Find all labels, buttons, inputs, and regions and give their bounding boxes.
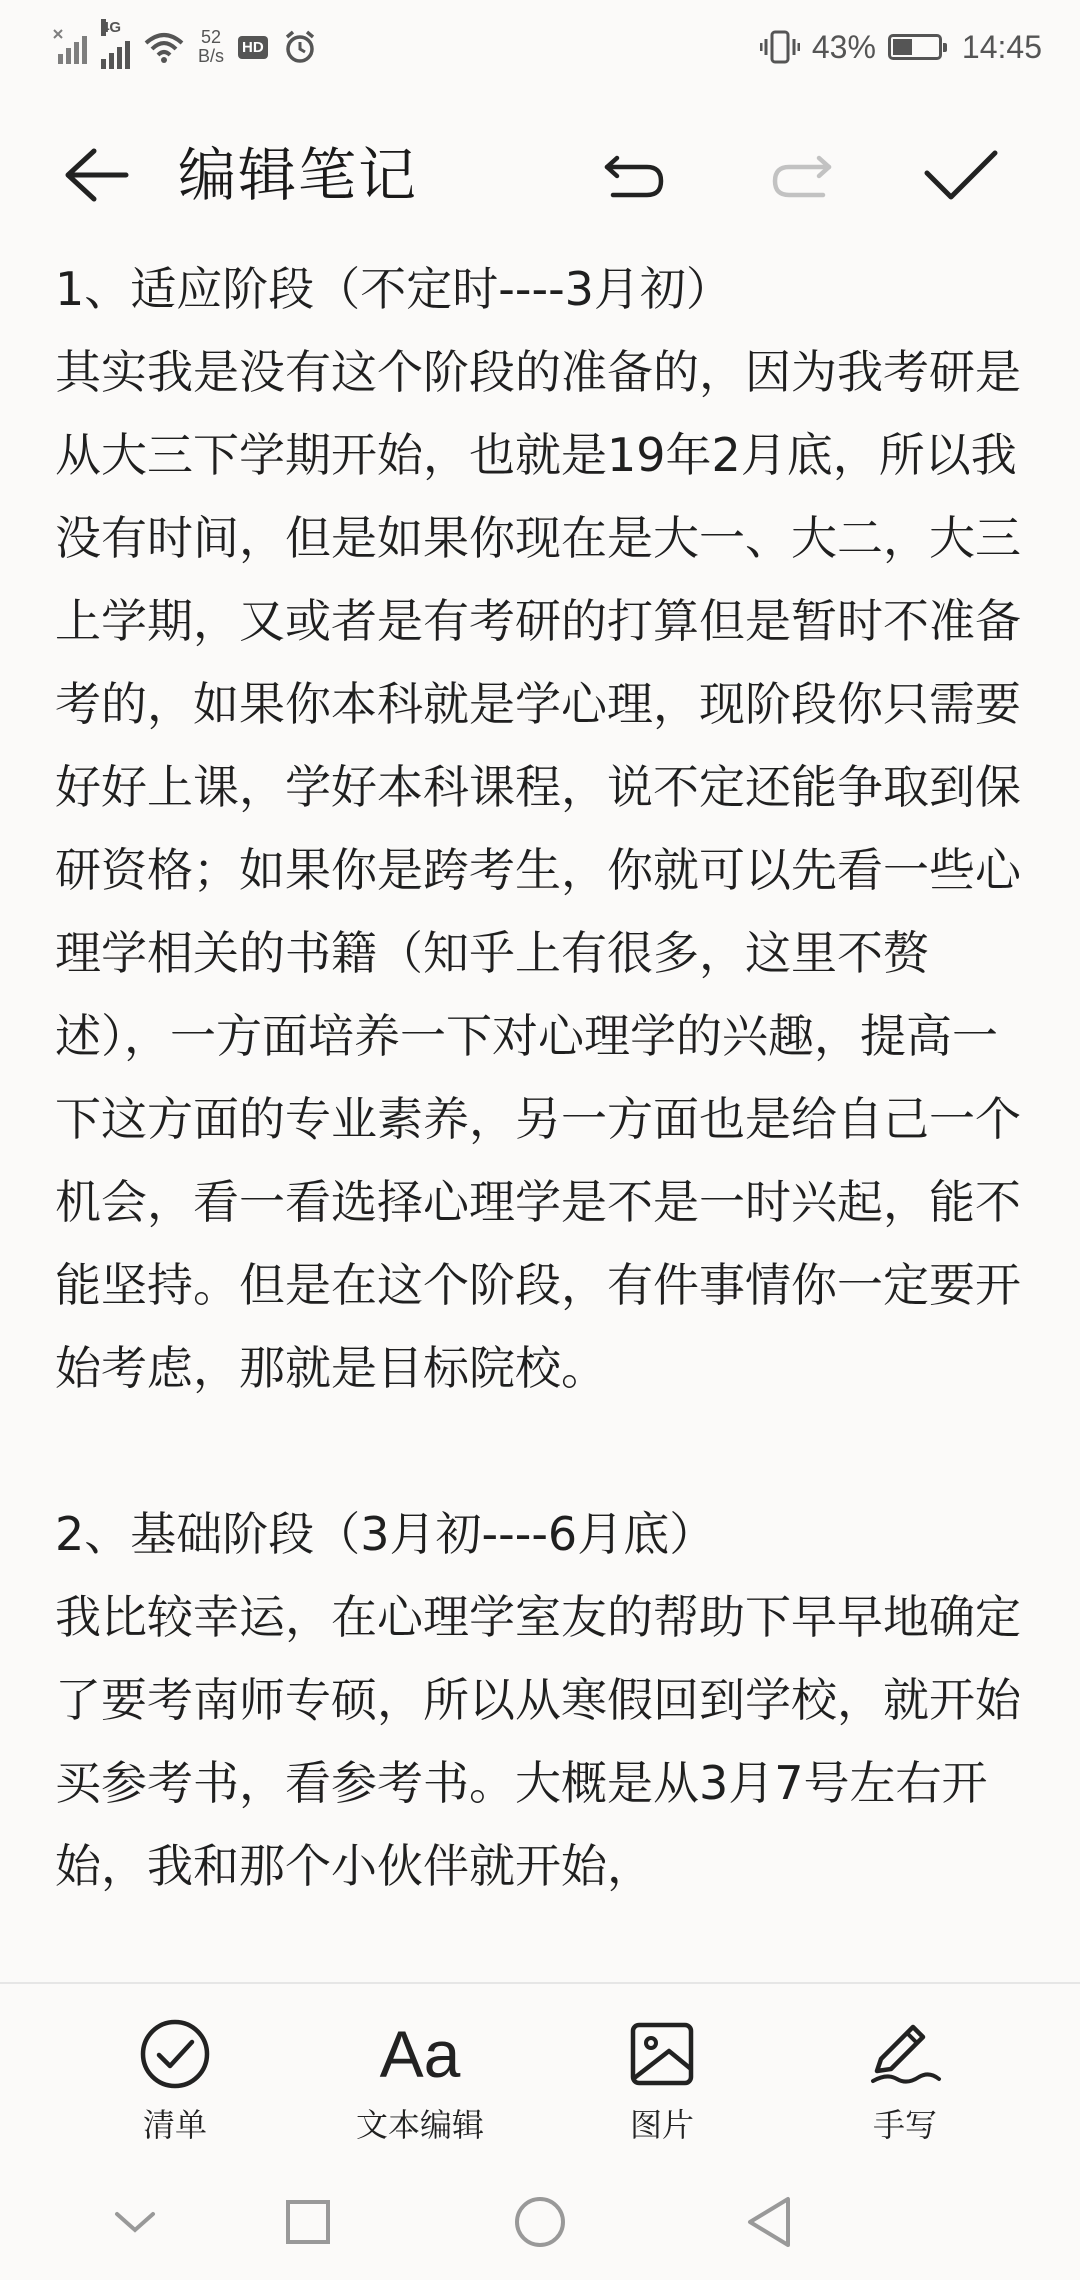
status-bar	[0, 0, 1080, 90]
back-nav-button[interactable]	[718, 2182, 818, 2262]
undo-icon	[603, 150, 667, 200]
redo-button[interactable]	[746, 120, 856, 230]
system-nav-bar	[0, 2162, 1080, 2280]
battery-fill	[893, 39, 912, 55]
checklist-label: 清单	[142, 2106, 207, 2144]
home-button[interactable]	[490, 2182, 590, 2262]
note-paragraph: 2、基础阶段（3月初----6月底）	[55, 1507, 716, 1561]
circle-icon	[513, 2195, 567, 2249]
note-paragraph: 1、适应阶段（不定时----3月初）	[55, 262, 732, 316]
vibrate-icon	[760, 29, 800, 65]
speed-value: 52	[200, 27, 222, 47]
note-paragraph: 我比较幸运，在心理学室友的帮助下早早地确定了要考南师专硕，所以从寒假回到学校，就开始买参考书，看参考书。大概是从3月7号左右开始，我和那个小伙伴就开始，	[55, 1590, 1021, 1893]
battery-percent: 43%	[811, 28, 876, 65]
chevron-down-icon	[113, 2208, 157, 2236]
back-button[interactable]	[40, 120, 150, 230]
pen-icon	[867, 2019, 943, 2089]
checklist-icon	[139, 2018, 211, 2090]
back-arrow-icon	[60, 145, 130, 205]
checklist-button[interactable]	[75, 2014, 275, 2146]
image-label: 图片	[629, 2106, 694, 2144]
note-editor[interactable]	[55, 248, 1035, 1908]
hd-badge: HD	[238, 36, 268, 59]
battery-icon	[888, 34, 942, 60]
text-format-icon-glyph: Aa	[379, 2017, 461, 2091]
wifi-icon	[144, 31, 184, 63]
text-edit-label: 文本编辑	[355, 2106, 484, 2144]
checkmark-icon	[923, 147, 999, 203]
hide-keyboard-button[interactable]	[85, 2182, 185, 2262]
alarm-icon	[282, 29, 318, 65]
note-blank-line	[55, 1410, 1035, 1493]
speed-unit: B/s	[198, 46, 225, 66]
text-edit-button[interactable]	[320, 2014, 520, 2146]
redo-icon	[769, 150, 833, 200]
clock: 14:45	[961, 28, 1042, 65]
network-type: 4G	[101, 19, 122, 36]
sim1-signal-icon	[58, 30, 87, 64]
save-button[interactable]	[906, 120, 1016, 230]
page-title: 编辑笔记	[178, 141, 419, 209]
image-icon	[629, 2021, 695, 2087]
text-format-icon	[320, 2014, 520, 2094]
handwrite-button[interactable]	[805, 2014, 1005, 2146]
top-toolbar	[0, 120, 1080, 230]
image-button[interactable]	[562, 2014, 762, 2146]
recents-button[interactable]	[258, 2182, 358, 2262]
bottom-toolbar	[0, 1982, 1080, 2164]
network-speed	[198, 28, 224, 66]
undo-button[interactable]	[580, 120, 690, 230]
triangle-back-icon	[744, 2195, 792, 2249]
handwrite-label: 手写	[872, 2106, 937, 2144]
square-icon	[284, 2198, 332, 2246]
note-paragraph: 其实我是没有这个阶段的准备的，因为我考研是从大三下学期开始，也就是19年2月底，所以我没有时间，但是如果你现在是大一、大二，大三上学期，又或者是有考研的打算但是暂时不准备考的，如果你本科就是学心理，现阶段你只需要好好上课，学好本科课程，说不定还能争取到保研资格；如果你是跨考生，你就可以先看一些心理学相关的书籍（知乎上有很多，这里不赘述），一方面培养一下对心理学的兴趣，提高一下这方面的专业素养，另一方面也是给自己一个机会，看一看选择心理学是不是一时兴起，能不能坚持。但是在这个阶段，有件事情你一定要开始考虑，那就是目标院校。	[55, 345, 1021, 1395]
sim2-signal-icon	[101, 19, 130, 69]
